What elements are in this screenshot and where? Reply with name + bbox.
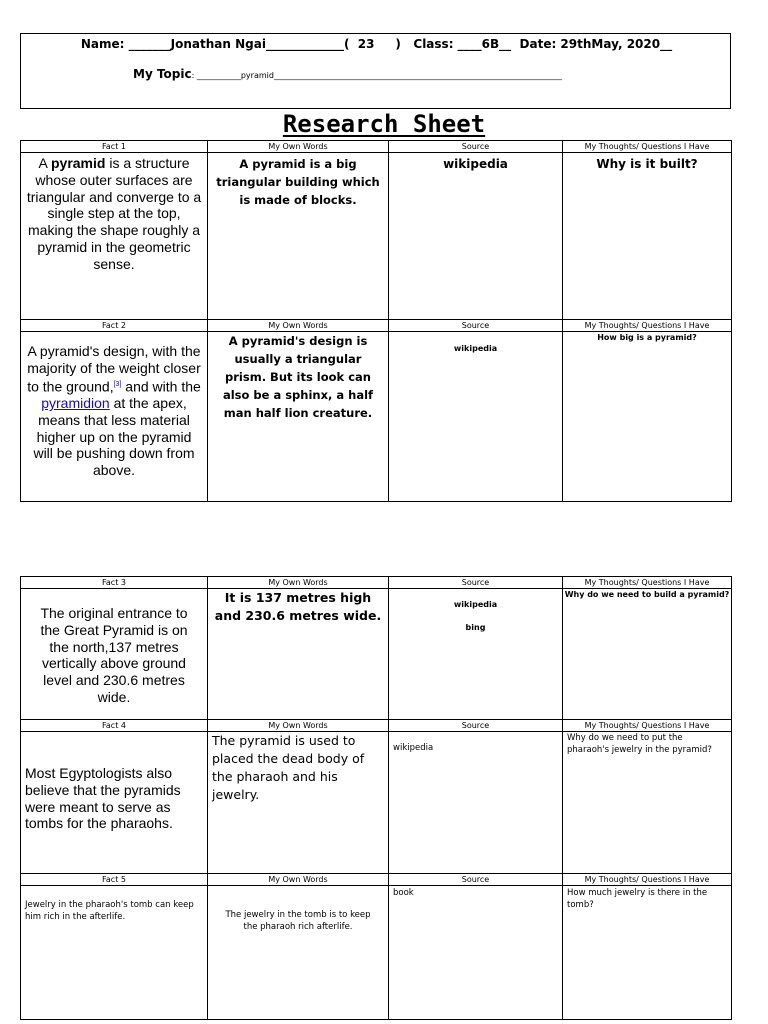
thoughts-header: My Thoughts/ Questions I Have	[563, 577, 732, 589]
table-header-row	[21, 320, 732, 332]
pyramidion-link[interactable]: pyramidion	[41, 395, 110, 412]
table-row	[21, 886, 732, 1020]
table-row	[21, 732, 732, 874]
fact-cell	[21, 332, 208, 502]
source-cell	[389, 732, 563, 874]
source-cell	[389, 589, 563, 720]
fact-text-b: and with the	[121, 378, 201, 395]
fact-text-pre: A	[38, 155, 51, 171]
source-text: wikipedia	[393, 743, 434, 753]
words-cell	[208, 886, 389, 1020]
topic-suffix: ________________________________________________________________________	[273, 71, 562, 80]
citation-link[interactable]: [3]	[113, 380, 122, 388]
student-info-box	[20, 33, 731, 109]
fact-cell	[21, 886, 208, 1020]
thoughts-cell	[563, 332, 732, 502]
words-header: My Own Words	[208, 720, 389, 732]
fact-text-bold: pyramid	[50, 155, 106, 171]
source-cell	[389, 332, 563, 502]
fact-text: The original entrance to the Great Pyramid is on the north,137 metres vertically above ground level and 230.6 metres wide.	[40, 605, 188, 705]
source-header: Source	[389, 874, 563, 886]
source-text: wikipedia	[453, 344, 498, 353]
source-cell	[389, 886, 563, 1020]
words-header: My Own Words	[208, 874, 389, 886]
table-header-row	[21, 141, 732, 153]
fact-text-post: is a structure whose outer surfaces are triangular and converge to a single step at the top, making the shape roughly a pyramid in the geometric sense.	[26, 155, 202, 272]
topic-value: pyramid	[240, 71, 274, 80]
thoughts-text: How big is a pyramid?	[597, 333, 697, 342]
fact-header: Fact 2	[21, 320, 208, 332]
source-header: Source	[389, 577, 563, 589]
source-text-2: bing	[465, 623, 486, 632]
thoughts-cell	[563, 732, 732, 874]
table-row	[21, 589, 732, 720]
fact-text-a: A pyramid's design, with the majority of the weight closer to the ground,	[27, 343, 201, 395]
fact-text-c: at the apex, means that less material higher up on the pyramid will be pushing down from above.	[33, 395, 195, 479]
words-text: A pyramid's design is usually a triangular prism. But its look can also be a sphinx, a half man half lion creature.	[222, 334, 374, 420]
source-header: Source	[389, 141, 563, 153]
fact-cell	[21, 153, 208, 320]
fact-cell	[21, 732, 208, 874]
topic-prefix: : ___________	[191, 71, 241, 80]
words-header: My Own Words	[208, 320, 389, 332]
thoughts-cell	[563, 153, 732, 320]
topic-label: My Topic	[133, 67, 192, 81]
words-cell	[208, 153, 389, 320]
words-text: The pyramid is used to placed the dead body of the pharaoh and his jewelry.	[212, 733, 365, 802]
student-info-line: Name: _______Jonathan Ngai_____________( 23 ) Class: ____6B__ Date: 29thMay, 2020__	[80, 37, 673, 51]
fact-text	[21, 153, 207, 273]
words-header: My Own Words	[208, 577, 389, 589]
words-text: A pyramid is a big triangular building which is made of blocks.	[216, 157, 380, 207]
fact-header: Fact 3	[21, 577, 208, 589]
source-header: Source	[389, 720, 563, 732]
thoughts-cell	[563, 589, 732, 720]
research-table-1	[20, 140, 732, 502]
source-text: wikipedia	[443, 157, 508, 171]
table-header-row	[21, 577, 732, 589]
thoughts-header: My Thoughts/ Questions I Have	[563, 874, 732, 886]
source-header: Source	[389, 320, 563, 332]
table-row	[21, 153, 732, 320]
thoughts-cell	[563, 886, 732, 1020]
table-header-row	[21, 720, 732, 732]
thoughts-header: My Thoughts/ Questions I Have	[563, 720, 732, 732]
thoughts-text: Why do we need to build a pyramid?	[564, 590, 730, 599]
source-cell	[389, 153, 563, 320]
words-header: My Own Words	[208, 141, 389, 153]
words-text: The jewelry in the tomb is to keep the pharaoh rich afterlife.	[225, 910, 371, 932]
table-row	[21, 332, 732, 502]
topic-line	[133, 67, 562, 81]
fact-header: Fact 5	[21, 874, 208, 886]
thoughts-header: My Thoughts/ Questions I Have	[563, 141, 732, 153]
table-header-row	[21, 874, 732, 886]
thoughts-text: How much jewelry is there in the tomb?	[567, 888, 708, 910]
research-table-2	[20, 576, 732, 1020]
thoughts-text: Why do we need to put the pharaoh's jewelry in the pyramid?	[567, 733, 712, 755]
thoughts-text: Why is it built?	[596, 157, 698, 171]
fact-text: Jewelry in the pharaoh's tomb can keep him rich in the afterlife.	[25, 900, 194, 922]
fact-header: Fact 4	[21, 720, 208, 732]
page-title: Research Sheet	[282, 110, 486, 138]
words-text: It is 137 metres high and 230.6 metres wide.	[214, 590, 382, 623]
words-cell	[208, 589, 389, 720]
source-text: book	[393, 888, 414, 898]
words-cell	[208, 732, 389, 874]
words-cell	[208, 332, 389, 502]
fact-header: Fact 1	[21, 141, 208, 153]
fact-text	[21, 332, 207, 479]
thoughts-header: My Thoughts/ Questions I Have	[563, 320, 732, 332]
fact-text: Most Egyptologists also believe that the pyramids were meant to serve as tombs for the pharaohs.	[25, 765, 181, 832]
source-text-1: wikipedia	[453, 600, 498, 609]
fact-cell	[21, 589, 208, 720]
